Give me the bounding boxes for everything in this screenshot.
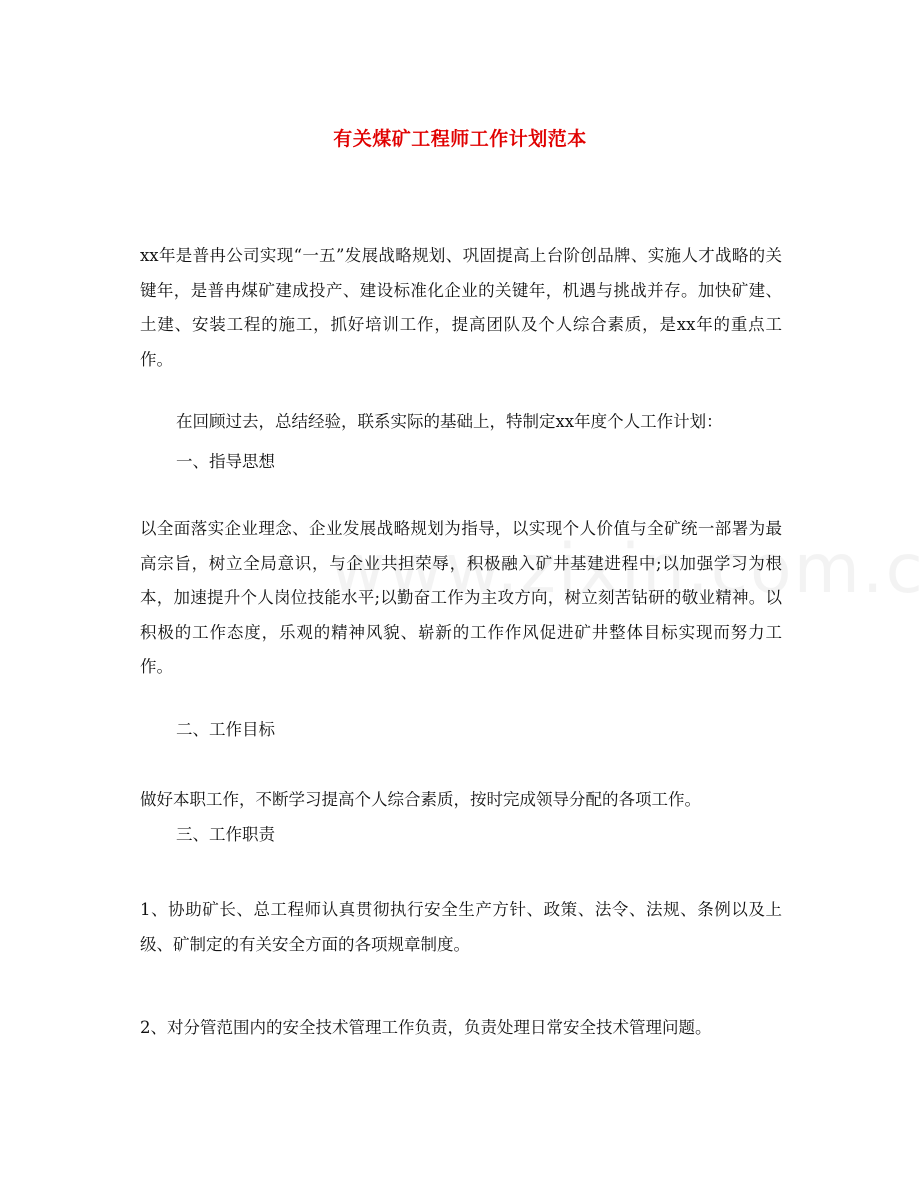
work-goals-paragraph: 做好本职工作，不断学习提高个人综合素质，按时完成领导分配的各项工作。 bbox=[140, 790, 701, 809]
duty-item-2: 2、对分管范围内的安全技术管理工作负责，负责处理日常安全技术管理问题。 bbox=[140, 1018, 712, 1037]
section-heading-guiding-ideology: 一、指导思想 bbox=[176, 452, 275, 471]
duty-item-1: 1、协助矿长、总工程师认真贯彻执行安全生产方针、政策、法令、法规、条例以及上级、矿制定的有关安全方面的各项规章制度。 bbox=[140, 900, 782, 954]
plan-intro-paragraph: 在回顾过去，总结经验，联系实际的基础上，特制定xx年度个人工作计划： bbox=[176, 412, 723, 431]
intro-paragraph: xx年是普冉公司实现“一五”发展战略规划、巩固提高上台阶创品牌、实施人才战略的关键年，是普冉煤矿建成投产、建设标准化企业的关键年，机遇与挑战并存。加快矿建、土建、安装工程的施工，抓好培训工作，提高团队及个人综合素质，是xx年的重点工作。 bbox=[140, 246, 782, 369]
document-title: 有关煤矿工程师工作计划范本 bbox=[333, 128, 587, 150]
section-heading-duties: 三、工作职责 bbox=[176, 825, 275, 844]
section-heading-work-goals: 二、工作目标 bbox=[176, 720, 275, 739]
guiding-ideology-paragraph: 以全面落实企业理念、企业发展战略规划为指导，以实现个人价值与全矿统一部署为最高宗旨，树立全局意识，与企业共担荣辱，积极融入矿井基建进程中;以加强学习为根本，加速提升个人岗位技能水平;以勤奋工作为主攻方向，树立刻苦钻研的敬业精神。以积极的工作态度，乐观的精神风貌、崭新的工作作风促进矿井整体目标实现而努力工作。 bbox=[140, 519, 782, 676]
